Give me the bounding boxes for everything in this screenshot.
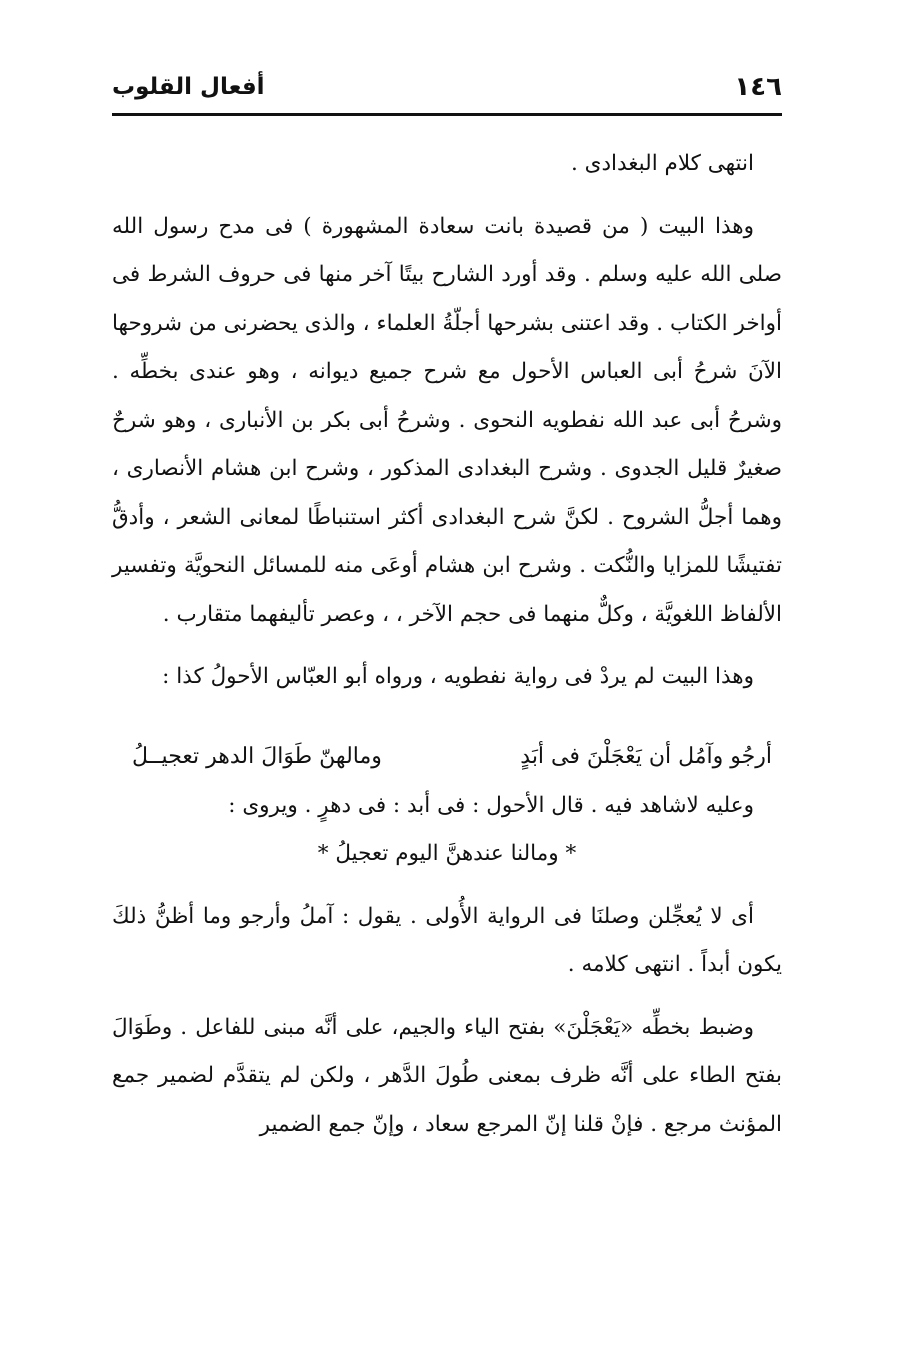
paragraph-narration: وهذا البيت لم يردْ فى رواية نفطويه ، ورواه أبو العبّاس الأحولُ كذا :: [162, 664, 754, 689]
page-number: ١٤٦: [734, 72, 782, 102]
verse-line: [112, 732, 782, 782]
paragraph-poem-background: وهذا البيت ( من قصيدة بانت سعادة المشهورة ) فى مدح رسول الله صلى الله عليه وسلم . وقد أورد الشارح بيتًا آخر منها فى حروف الشرط فى أواخر الكتاب . وقد اعتنى بشرحها أجلّةُ العلماء ، والذى يحضرنى من شروحها الآنَ شرحُ أبى العباس الأحول مع شرح جميع ديوانه ، وهو عندى بخطِّه . وشرحُ أبى عبد الله نفطويه النحوى . وشرحُ أبى بكر بن الأنبارى ، وهو شرحٌ صغيرٌ قليل الجدوى . وشرح البغدادى المذكور ، وشرح ابن هشام الأنصارى ، وهما أجلُّ الشروح . لكنَّ شرح البغدادى أكثر استنباطًا لمعانى الشعر ، وأدقُّ تفتيشًا للمزايا والنُّكت . وشرح ابن هشام أوعَى منه للمسائل النحويَّة وتفسير الألفاظ اللغويَّة ، وكلٌّ منهما فى حجم الآخر ، ، وعصر تأليفهما متقارب .: [112, 213, 782, 627]
verse-variant: * ومالنا عندهنَّ اليوم تعجيلُ *: [317, 841, 577, 866]
header-rule: [112, 113, 782, 116]
running-title: أفعال القلوب: [112, 74, 265, 100]
page-body: [112, 140, 782, 1149]
verse-first-hemistich: أرجُو وآمُل أن يَعْجَلْنَ فى أبَدٍ: [520, 743, 772, 769]
page-header: [112, 72, 782, 108]
verse-second-hemistich: ومالهنّ طَوَالَ الدهر تعجيــلُ: [132, 743, 382, 769]
paragraph-vocalization: وضبط بخطِّه «يَعْجَلْنَ» بفتح الياء والجيم، على أنَّه مبنى للفاعل . وطَوَالَ بفتح الطاء على أنَّه ظرف بمعنى طُولَ الدَّهر ، ولكن لم يتقدَّم لضمير جمع المؤنث مرجع . فإنْ قلنا إنّ المرجع سعاد ، وإنّ جمع الضمير: [112, 1014, 782, 1137]
paragraph-variant-intro: وعليه لاشاهد فيه . قال الأحول : فى أبد : فى دهرٍ . ويروى :: [228, 792, 754, 818]
paragraph-meaning: أى لا يُعجِّلن وصلنَا فى الرواية الأُولى . يقول : آملُ وأرجو وما أظنُّ ذلكَ يكون أبداً . انتهى كلامه .: [112, 903, 782, 977]
paragraph-end-of-quote: انتهى كلام البغدادى .: [570, 151, 754, 176]
